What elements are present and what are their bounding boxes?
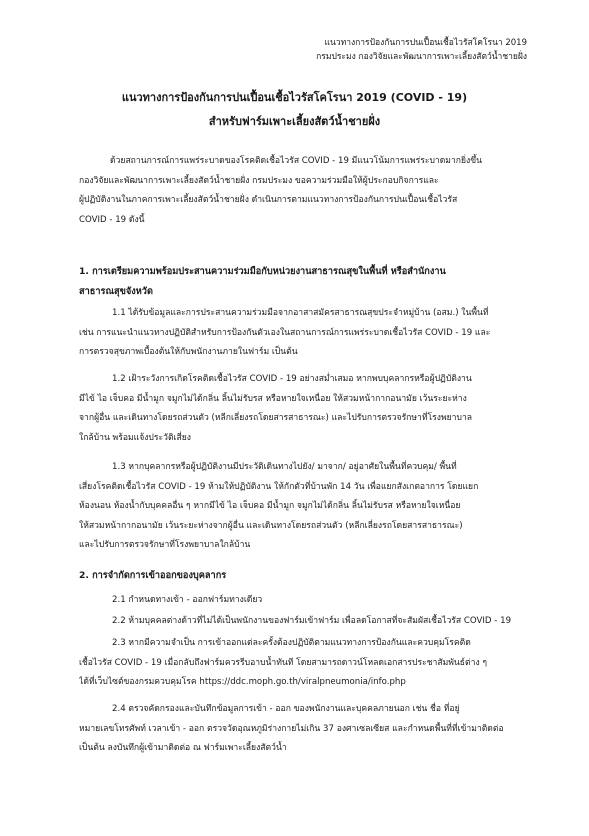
item-1-1-line: การตรวจสุขภาพเบื้องต้นให้กับพนักงานภายในฟาร์ม เป็นต้น bbox=[79, 347, 298, 357]
item-2-4-line: 2.4 ตรวจคัดกรองและบันทึกข้อมูลการเข้า - ออก ของพนักงานและบุคคลภายนอก เช่น ชื่อ ที่อยู่ bbox=[112, 704, 460, 714]
item-1-1-line: 1.1 ได้รับข้อมูลและการประสานความร่วมมือจากอาสาสมัครสาธารณสุขประจำหมู่บ้าน (อสม.) ในพื้นที่ bbox=[112, 308, 489, 318]
section-1-heading-line: 1. การเตรียมความพร้อมประสานความร่วมมือกับหน่วยงานสาธารณสุขในพื้นที่ หรือสำนักงาน bbox=[79, 266, 446, 277]
intro-line: กองวิจัยและพัฒนาการเพาะเลี้ยงสัตว์น้ำชายฝั่ง กรมประมง ขอความร่วมมือให้ผู้ประกอบกิจการและ bbox=[79, 175, 439, 186]
item-2-4 bbox=[112, 700, 512, 720]
running-header-agency: กรมประมง กองวิจัยและพัฒนาการเพาะเลี้ยงสัตว์น้ำชายฝั่ง bbox=[316, 52, 527, 62]
item-1-3-line: 1.3 หากบุคลากรหรือผู้ปฏิบัติงานมีประวัติเดินทางไปยัง/ มาจาก/ อยู่อาศัยในพื้นที่ควบคุม/ พื้นที่ bbox=[112, 462, 457, 472]
item-1-2-line: จากผู้อื่น และเดินทางโดยรถส่วนตัว (หลีกเลี่ยงรถโดยสารสาธารณะ) และไปรับการตรวจรักษาที่โรงพยาบาล bbox=[79, 413, 473, 423]
item-1-3-line: ห้องนอน ห้องน้ำกับบุคคลอื่น ๆ หากมีไข้ ไอ เจ็บคอ มีน้ำมูก จมูกไม่ได้กลิ่น ลิ้นไม่รับรส หรือหายใจเหนื่อย bbox=[79, 501, 461, 511]
item-1-3 bbox=[112, 458, 512, 478]
item-1-2-line: 1.2 เฝ้าระวังการเกิดโรคติดเชื้อไวรัส COVID - 19 อย่างสม่ำเสมอ หากพบบุคลากรหรือผู้ปฏิบัติงาน bbox=[112, 374, 472, 384]
item-1-3-line: และไปรับการตรวจรักษาที่โรงพยาบาลใกล้บ้าน bbox=[79, 540, 251, 550]
item-2-1 bbox=[112, 591, 512, 611]
item-2-3-cont bbox=[79, 654, 511, 693]
item-2-3-line: ได้ที่เว็บไซต์ของกรมควบคุมโรค https://ddc.moph.go.th/viralpneumonia/info.php bbox=[79, 677, 406, 687]
item-1-3-line: ให้สวมหน้ากากอนามัย เว้นระยะห่างจากผู้อื่น และเดินทางโดยรถส่วนตัว (หลีกเลี่ยงรถโดยสารสาธารณะ) bbox=[79, 520, 463, 531]
item-1-3-cont bbox=[79, 478, 511, 556]
item-1-3-line: เสี่ยงโรคติดเชื้อไวรัส COVID - 19 ห้ามให้ปฏิบัติงาน ให้กักตัวที่บ้านพัก 14 วัน เพื่อแยกสังเกตอาการ โดยแยก bbox=[79, 481, 479, 492]
item-2-4-line: หมายเลขโทรศัพท์ เวลาเข้า - ออก ตรวจวัดอุณหภูมิร่างกายไม่เกิน 37 องศาเซลเซียส และกำหนดพื้นที่ที่เข้ามาติดต่อ bbox=[79, 723, 504, 734]
item-1-2 bbox=[112, 370, 512, 390]
item-1-1-cont bbox=[79, 324, 511, 363]
item-2-2-line: 2.2 ห้ามบุคคลต่างด้าวที่ไม่ได้เป็นพนักงานของฟาร์มเข้าฟาร์ม เพื่อลดโอกาสที่จะสัมผัสเชื้อไวรัส COVID - 19 bbox=[112, 616, 512, 626]
item-1-1 bbox=[112, 304, 512, 324]
item-2-3-line: 2.3 หากมีความจำเป็น การเข้าออกแต่ละครั้งต้องปฏิบัติตามแนวทางการป้องกันและควบคุมโรคติด bbox=[112, 638, 471, 648]
item-2-1-line: 2.1 กำหนดทางเข้า - ออกฟาร์มทางเดียว bbox=[112, 595, 263, 605]
item-2-2 bbox=[112, 612, 517, 632]
running-header-title: แนวทางการป้องกันการปนเปื้อนเชื้อไวรัสโคโรนา 2019 bbox=[324, 38, 527, 48]
item-1-2-line: ใกล้บ้าน พร้อมแจ้งประวัติเสี่ยง bbox=[79, 432, 191, 443]
section-2-heading: 2. การจำกัดการเข้าออกของบุคลากร bbox=[79, 570, 227, 581]
item-2-3-line: เชื้อไวรัส COVID - 19 เมื่อกลับถึงฟาร์มควรรีบอาบน้ำทันที โดยสามารถดาวน์โหลดเอกสารประชาสัมพันธ์ต่าง ๆ bbox=[79, 657, 487, 668]
intro-line: ผู้ปฏิบัติงานในภาคการเพาะเลี้ยงสัตว์น้ำชายฝั่ง ดำเนินการตามแนวทางการป้องกันการปนเปื้อนเชื้อไวรัส bbox=[79, 195, 458, 205]
item-2-4-cont bbox=[79, 720, 511, 759]
item-1-1-line: เช่น การแนะนำแนวทางปฏิบัติสำหรับการป้องกันตัวเองในสถานการณ์การแพร่ระบาดเชื้อไวรัส COVID - 19 และ bbox=[79, 327, 491, 338]
document-title: แนวทางการป้องกันการปนเปื้อนเชื้อไวรัสโคโรนา 2019 (COVID - 19) bbox=[121, 91, 468, 104]
intro-paragraph-cont bbox=[79, 172, 511, 231]
intro-paragraph bbox=[110, 152, 513, 172]
intro-line: COVID - 19 ดังนี้ bbox=[79, 214, 145, 225]
section-1-heading bbox=[79, 262, 519, 302]
document-subtitle: สำหรับฟาร์มเพาะเลี้ยงสัตว์น้ำชายฝั่ง bbox=[208, 115, 381, 128]
item-1-2-line: มีไข้ ไอ เจ็บคอ มีน้ำมูก จมูกไม่ได้กลิ่น ลิ้นไม่รับรส หรือหายใจเหนื่อย ให้สวมหน้ากากอนามัย เว้นระยะห่าง bbox=[79, 393, 467, 404]
item-2-3 bbox=[112, 634, 512, 654]
item-1-2-cont bbox=[79, 390, 511, 449]
section-1-heading-line: สาธารณสุขจังหวัด bbox=[79, 286, 153, 297]
intro-line: ด้วยสถานการณ์การแพร่ระบาดของโรคติดเชื้อไวรัส COVID - 19 มีแนวโน้มการแพร่ระบาดมากยิ่งขึ้น bbox=[110, 156, 482, 166]
item-2-4-line: เป็นต้น ลงบันทึกผู้เข้ามาติดต่อ ณ ฟาร์มเพาะเลี้ยงสัตว์น้ำ bbox=[79, 743, 287, 753]
